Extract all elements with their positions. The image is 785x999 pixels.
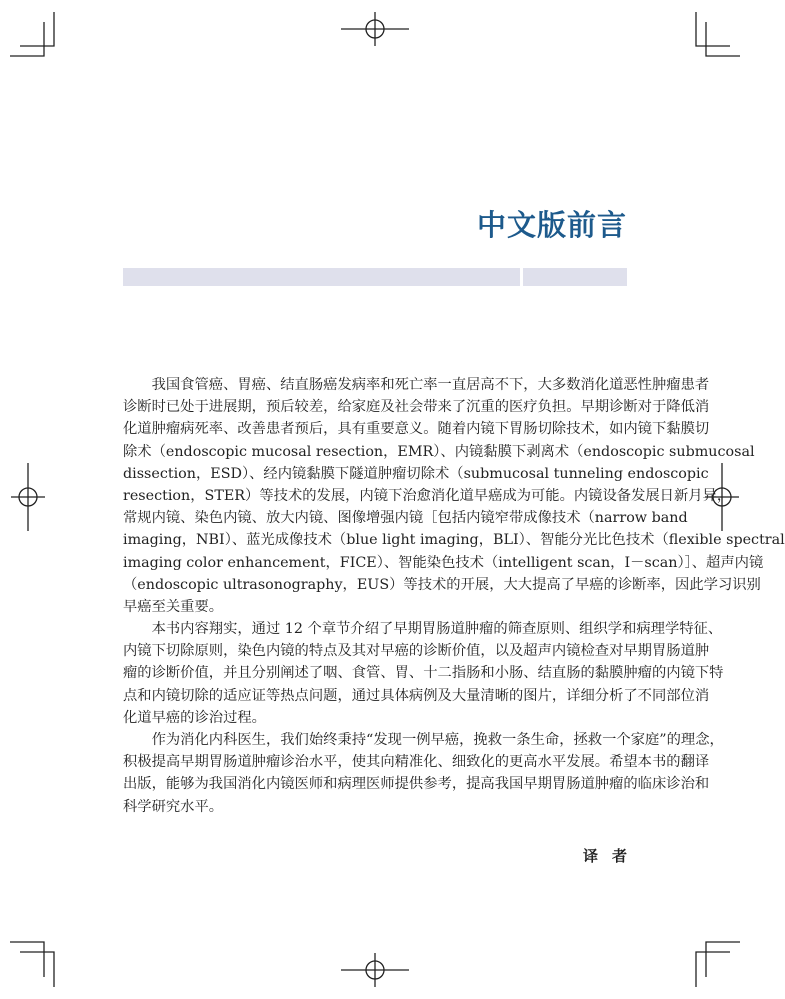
text-line: imaging，NBI）、蓝光成像技术（blue light imaging，BLI）、智能分光比色技术（flexible spectral (123, 532, 785, 549)
text-line: 化道肿瘤病死率、改善患者预后，具有重要意义。随着内镜下胃肠切除技术，如内镜下黏膜切 (123, 421, 710, 438)
text-line: 常规内镜、染色内镜、放大内镜、图像增强内镜［包括内镜窄带成像技术（narrow band (123, 510, 688, 527)
text-line: 点和内镜切除的适应证等热点问题，通过具体病例及大量清晰的图片，详细分析了不同部位消 (123, 687, 710, 704)
title-underline-bar-end (523, 268, 627, 286)
text-line: 除术（endoscopic mucosal resection，EMR）、内镜黏膜下剥离术（endoscopic submucosal (123, 443, 755, 460)
text-line: imaging color enhancement，FICE）、智能染色技术（intelligent scan，I－scan）］、超声内镜 (123, 554, 764, 571)
title-underline-bar (123, 268, 520, 286)
signature: 译者 (582, 847, 641, 865)
text-line: 本书内容翔实，通过 12 个章节介绍了早期胃肠道肿瘤的筛查原则、组织学和病理学特征、 (123, 621, 723, 638)
text-line: 化道早癌的诊治过程。 (123, 709, 266, 726)
paragraph (123, 374, 785, 618)
crop-mark-top-right (696, 12, 740, 56)
paragraph (123, 618, 724, 729)
paragraph (123, 729, 724, 818)
text-line: 早癌至关重要。 (123, 598, 224, 615)
page-title: 中文版前言 (476, 208, 627, 242)
text-line: dissection，ESD）、经内镜黏膜下隧道肿瘤切除术（submucosal tunneling endoscopic (123, 465, 709, 482)
text-line: 积极提高早期胃肠道肿瘤诊治水平，使其向精准化、细致化的更高水平发展。希望本书的翻译 (123, 754, 710, 771)
crop-mark-top-left (10, 12, 54, 56)
text-line: 诊断时已处于进展期，预后较差，给家庭及社会带来了沉重的医疗负担。早期诊断对于降低消 (123, 399, 710, 416)
registration-crosshair-bottom (341, 953, 409, 987)
text-line: 内镜下切除原则，染色内镜的特点及其对早癌的诊断价值，以及超声内镜检查对早期胃肠道肿 (123, 643, 710, 660)
preface-body (123, 374, 785, 818)
text-line: resection，STER）等技术的发展，内镜下治愈消化道早癌成为可能。内镜设备发展日新月异， (123, 487, 732, 504)
crop-mark-bottom-right (696, 942, 740, 987)
text-line: 瘤的诊断价值，并且分别阐述了咽、食管、胃、十二指肠和小肠、结直肠的黏膜肿瘤的内镜下特 (123, 665, 724, 682)
crop-mark-bottom-left (10, 942, 54, 987)
text-line: 我国食管癌、胃癌、结直肠癌发病率和死亡率一直居高不下，大多数消化道恶性肿瘤患者 (123, 377, 710, 393)
text-line: 科学研究水平。 (123, 798, 224, 815)
text-line: 作为消化内科医生，我们始终秉持“发现一例早癌，挽救一条生命，拯救一个家庭”的理念， (123, 732, 724, 748)
text-line: 出版，能够为我国消化内镜医师和病理医师提供参考，提高我国早期胃肠道肿瘤的临床诊治和 (123, 776, 710, 793)
registration-crosshair-top (341, 12, 409, 46)
text-line: （endoscopic ultrasonography，EUS）等技术的开展，大大提高了早癌的诊断率，因此学习识别 (123, 576, 761, 593)
registration-crosshair-left (11, 463, 45, 531)
